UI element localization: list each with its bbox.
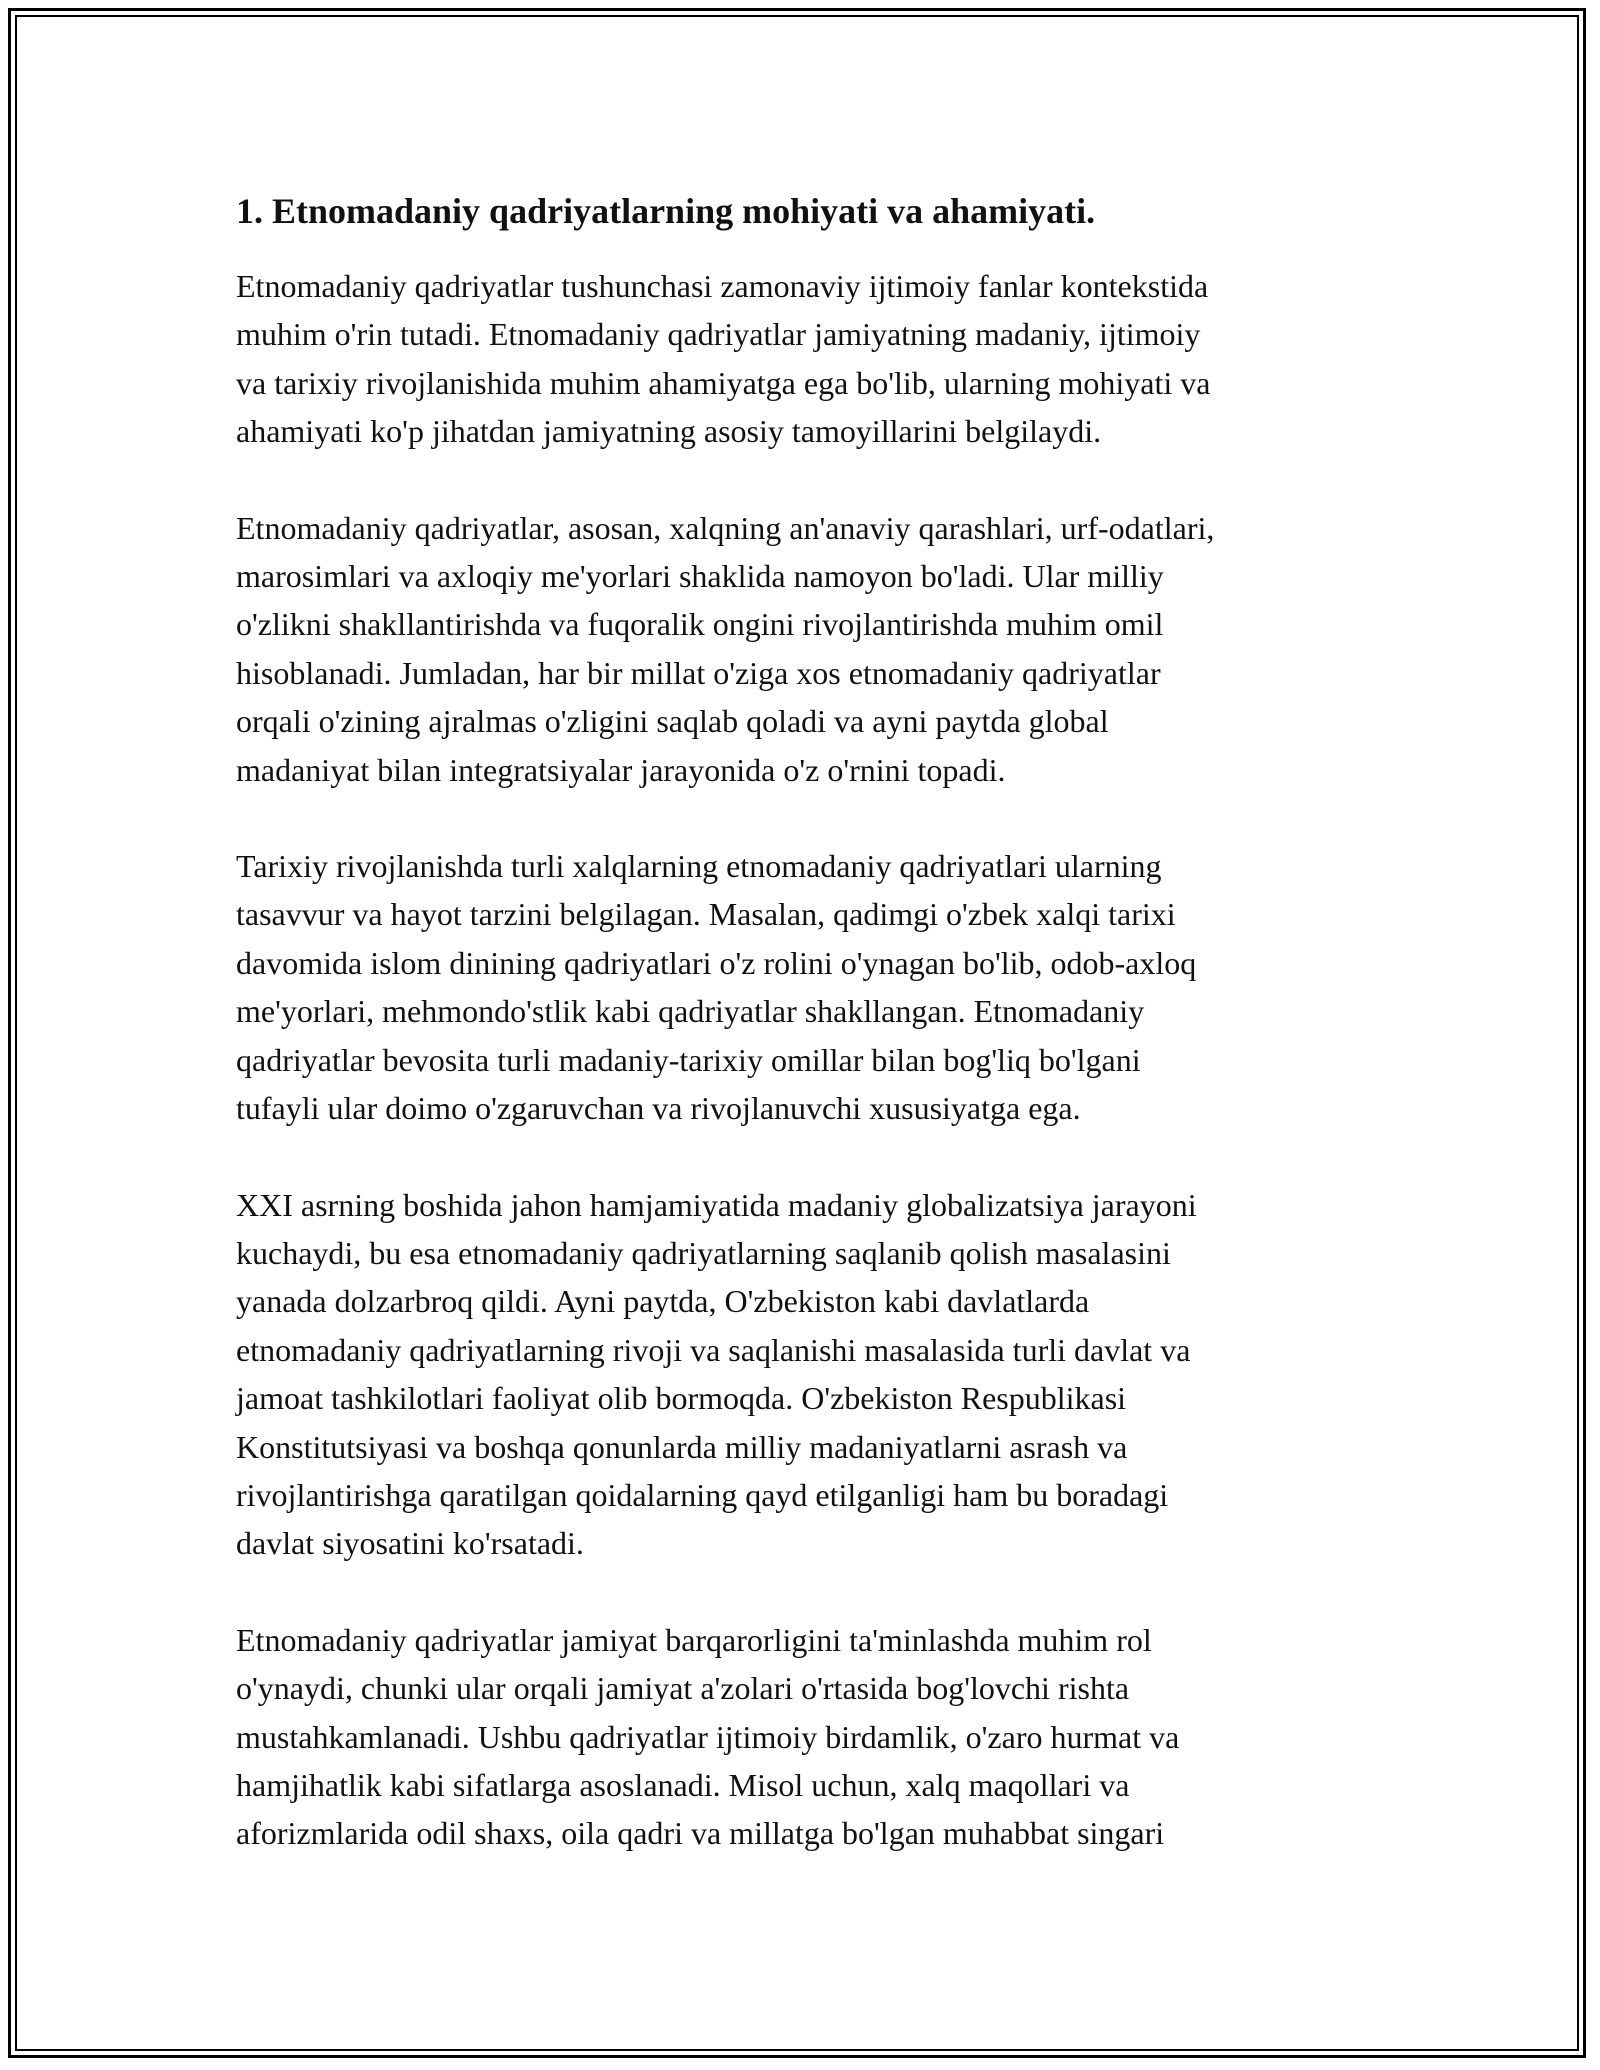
text-line: hamjihatlik kabi sifatlarga asoslanadi. Misol uchun, xalq maqollari va: [236, 1766, 1130, 1803]
text-line: etnomadaniy qadriyatlarning rivoji va saqlanishi masalasida turli davlat va: [236, 1331, 1191, 1368]
text-line: hisoblanadi. Jumladan, har bir millat o'ziga xos etnomadaniy qadriyatlar: [236, 654, 1161, 691]
text-line: rivojlantirishga qaratilgan qoidalarning qayd etilganligi ham bu boradagi: [236, 1476, 1169, 1513]
text-line: o'ynaydi, chunki ular orqali jamiyat a'zolari o'rtasida bog'lovchi rishta: [236, 1670, 1130, 1707]
text-line: jamoat tashkilotlari faoliyat olib bormoqda. O'zbekiston Respublikasi: [236, 1380, 1127, 1417]
text-line: qadriyatlar bevosita turli madaniy-tarixiy omillar bilan bog'liq bo'lgani: [236, 1041, 1141, 1078]
text-line: yanada dolzarbroq qildi. Ayni paytda, O'zbekiston kabi davlatlarda: [236, 1283, 1090, 1320]
paragraph-4: [236, 1181, 1366, 1568]
text-line: XXI asrning boshida jahon hamjamiyatida madaniy globalizatsiya jarayoni: [236, 1186, 1197, 1223]
text-line: mustahkamlanadi. Ushbu qadriyatlar ijtimoiy birdamlik, o'zaro hurmat va: [236, 1718, 1180, 1755]
text-line: tufayli ular doimo o'zgaruvchan va rivojlanuvchi xususiyatga ega.: [236, 1090, 1081, 1127]
section-heading: 1. Etnomadaniy qadriyatlarning mohiyati va ahamiyati.: [236, 191, 1096, 231]
text-line: Etnomadaniy qadriyatlar tushunchasi zamonaviy ijtimoiy fanlar kontekstida: [236, 268, 1209, 304]
text-line: aforizmlarida odil shaxs, oila qadri va millatga bo'lgan muhabbat singari: [236, 1815, 1165, 1852]
text-line: va tarixiy rivojlanishida muhim ahamiyatga ega bo'lib, ularning mohiyati va: [236, 364, 1211, 401]
paragraph-2: [236, 504, 1366, 794]
text-line: me'yorlari, mehmondo'stlik kabi qadriyatlar shakllangan. Etnomadaniy: [236, 993, 1145, 1030]
paragraph-3: [236, 842, 1366, 1132]
text-line: Etnomadaniy qadriyatlar, asosan, xalqning an'anaviy qarashlari, urf-odatlari,: [236, 509, 1215, 546]
text-line: Konstitutsiyasi va boshqa qonunlarda milliy madaniyatlarni asrash va: [236, 1428, 1128, 1465]
text-line: ahamiyati ko'p jihatdan jamiyatning asosiy tamoyillarini belgilaydi.: [236, 413, 1102, 450]
text-line: davlat siyosatini ko'rsatadi.: [236, 1525, 584, 1562]
text-line: orqali o'zining ajralmas o'zligini saqlab qoladi va ayni paytda global: [236, 703, 1109, 740]
text-line: o'zlikni shakllantirishda va fuqoralik ongini rivojlantirishda muhim omil: [236, 606, 1164, 643]
text-line: kuchaydi, bu esa etnomadaniy qadriyatlarning saqlanib qolish masalasini: [236, 1234, 1171, 1271]
text-line: marosimlari va axloqiy me'yorlari shaklida namoyon bo'ladi. Ular milliy: [236, 558, 1164, 595]
paragraph-1: [236, 262, 1366, 456]
paragraph-5: [236, 1616, 1366, 1858]
document-body: [236, 186, 1366, 1906]
text-line: Etnomadaniy qadriyatlar jamiyat barqarorligini ta'minlashda muhim rol: [236, 1621, 1152, 1658]
text-line: muhim o'rin tutadi. Etnomadaniy qadriyatlar jamiyatning madaniy, ijtimoiy: [236, 316, 1201, 353]
text-line: madaniyat bilan integratsiyalar jarayonida o'z o'rnini topadi.: [236, 751, 1006, 788]
text-line: Tarixiy rivojlanishda turli xalqlarning etnomadaniy qadriyatlari ularning: [236, 848, 1162, 885]
text-line: tasavvur va hayot tarzini belgilagan. Masalan, qadimgi o'zbek xalqi tarixi: [236, 896, 1176, 933]
text-line: davomida islom dinining qadriyatlari o'z rolini o'ynagan bo'lib, odob-axloq: [236, 944, 1197, 981]
